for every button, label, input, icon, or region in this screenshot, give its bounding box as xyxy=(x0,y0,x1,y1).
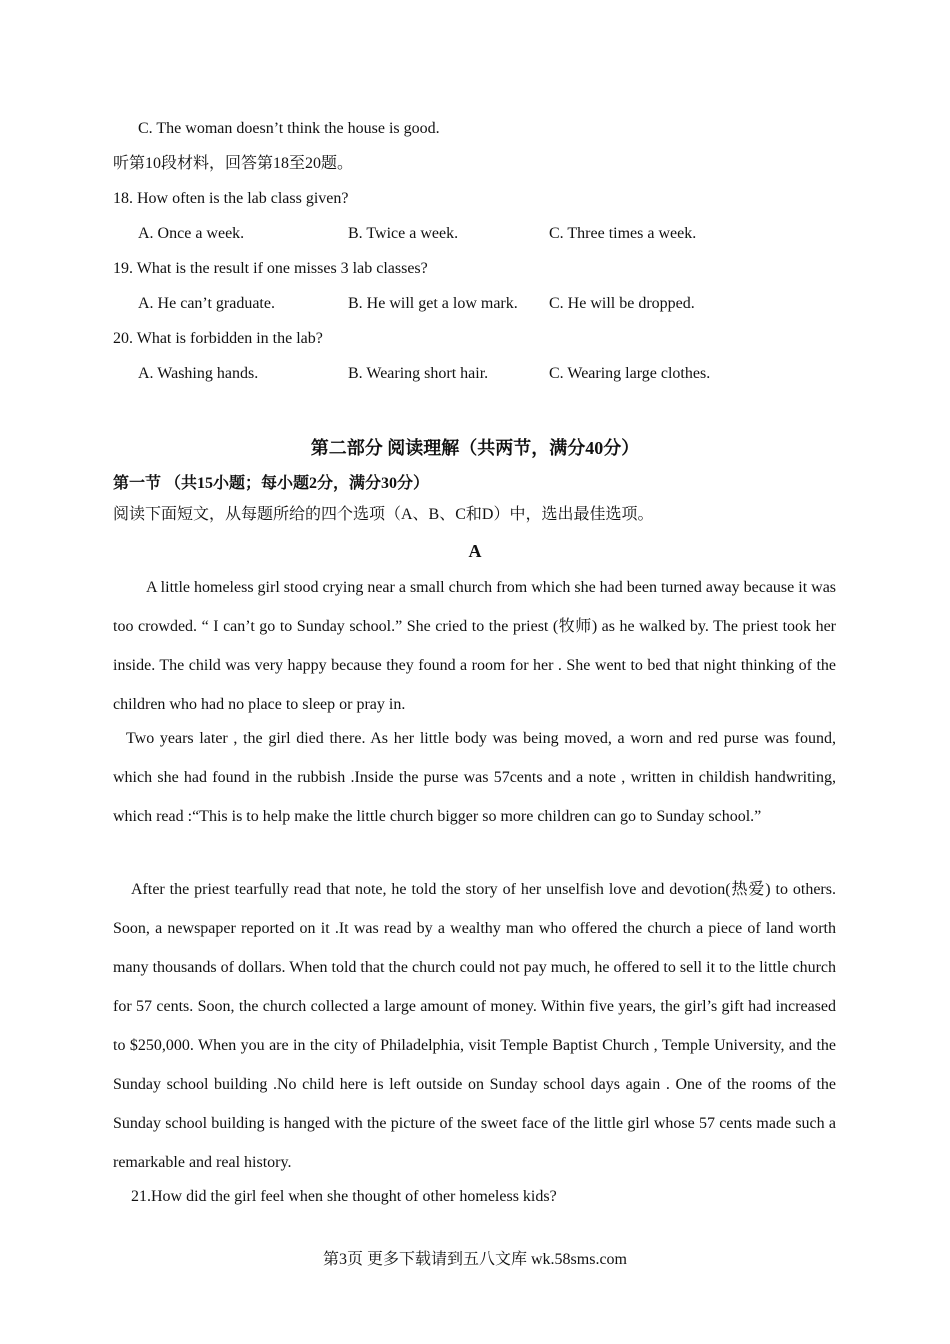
page-footer: 第3页 更多下载请到五八文库 wk.58sms.com xyxy=(322,1251,627,1268)
passage-paragraph-1: A little homeless girl stood crying near a small church from which she had been turned away because it was too crowded. “ I can’t go to Sunday school.” She cried to the priest (牧师) as he walked by. The priest took her inside. The child was very happy because they found a room for her . She went to bed that night thinking of the children who had no place to sleep or pray in. xyxy=(113,579,837,713)
question-18-option-a: A. Once a week. xyxy=(138,225,245,242)
question-20-stem: 20. What is forbidden in the lab? xyxy=(113,330,323,347)
listening-instruction: 听第10段材料，回答第18至20题。 xyxy=(113,155,354,172)
part-two-title: 第二部分 阅读理解（共两节，满分40分） xyxy=(310,438,640,458)
question-19-option-a: A. He can’t graduate. xyxy=(138,295,275,312)
question-21-stem: 21.How did the girl feel when she thought of other homeless kids? xyxy=(131,1188,557,1205)
question-19-option-b: B. He will get a low mark. xyxy=(348,295,518,312)
question-20-option-b: B. Wearing short hair. xyxy=(348,365,489,382)
question-18-option-b: B. Twice a week. xyxy=(348,225,459,242)
prev-question-option-c: C. The woman doesn’t think the house is good. xyxy=(138,120,440,137)
passage-paragraph-3: After the priest tearfully read that note, he told the story of her unselfish love and devotion(热爱) to others. Soon, a newspaper reported on it .It was read by a wealthy man who offered the church a piece of land worth many thousands of dollars. When told that the church could not pay much, he offered to sell it to the little church for 57 cents. Soon, the church collected a large amount of money. Within five years, the girl’s gift had increased to $250,000. When you are in the city of Philadelphia, visit Temple Baptist Church , Temple University, and the Sunday school building .No child here is left outside on Sunday school days again . One of the rooms of the Sunday school building is hanged with the picture of the sweet face of the little girl whose 57 cents made such a remarkable and real history. xyxy=(113,881,836,1171)
question-18-option-c: C. Three times a week. xyxy=(549,225,697,242)
passage-label: A xyxy=(468,541,482,561)
question-19-option-c: C. He will be dropped. xyxy=(549,295,695,312)
question-20-option-a: A. Washing hands. xyxy=(138,365,259,382)
question-18-stem: 18. How often is the lab class given? xyxy=(113,190,349,207)
passage-paragraph-2: Two years later , the girl died there. As her little body was being moved, a worn and red purse was found, which she had found in the rubbish .Inside the purse was 57cents and a note , written in childish handwriting, which read :“This is to help make the little church bigger so more children can go to Sunday school.” xyxy=(113,730,836,825)
question-19-stem: 19. What is the result if one misses 3 lab classes? xyxy=(113,260,428,277)
reading-instruction: 阅读下面短文，从每题所给的四个选项（A、B、C和D）中，选出最佳选项。 xyxy=(113,506,654,523)
question-20-option-c: C. Wearing large clothes. xyxy=(549,365,711,382)
section-one-title: 第一节 （共15小题；每小题2分，满分30分） xyxy=(113,475,430,492)
